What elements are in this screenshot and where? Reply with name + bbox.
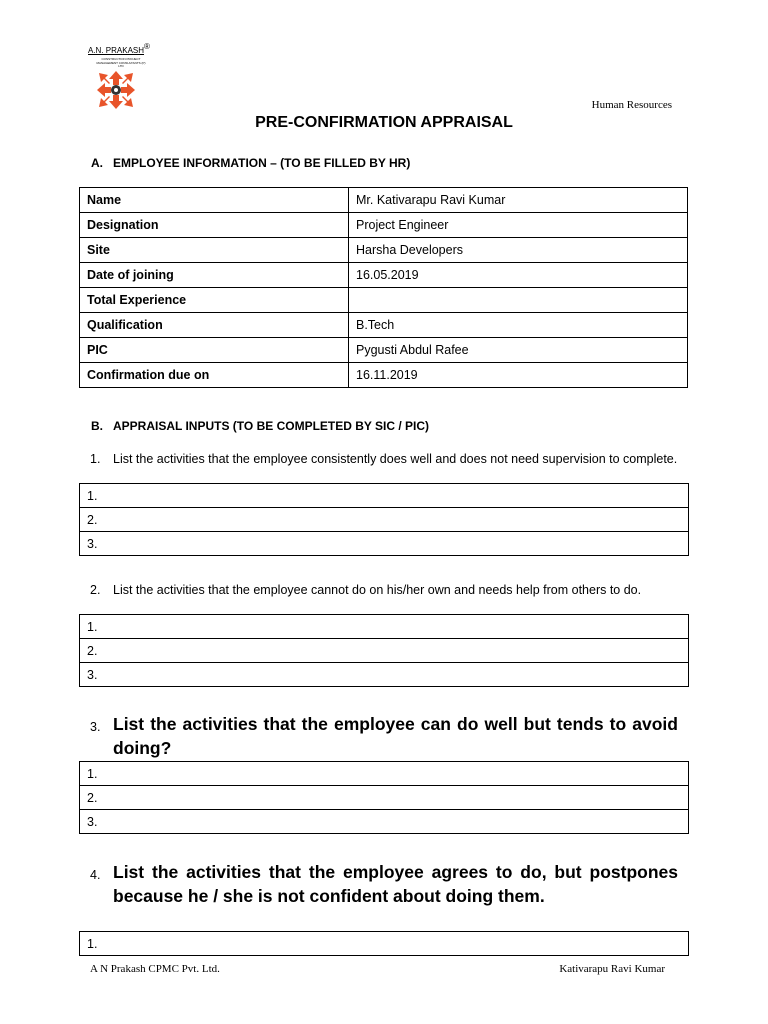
table-row xyxy=(80,338,688,363)
table-row xyxy=(80,932,689,956)
table-row xyxy=(80,786,689,810)
section-a-title: EMPLOYEE INFORMATION – (TO BE FILLED BY HR) xyxy=(113,156,411,170)
footer-company: A N Prakash CPMC Pvt. Ltd. xyxy=(90,963,220,975)
section-b-letter: B. xyxy=(91,419,103,433)
table-row xyxy=(80,213,688,238)
question-number: 4. xyxy=(90,868,101,882)
section-a-letter: A. xyxy=(91,156,103,170)
answer-table-1 xyxy=(79,483,689,556)
field-label: Qualification xyxy=(80,313,349,338)
question-number: 2. xyxy=(90,583,101,597)
answer-table-2 xyxy=(79,614,689,687)
table-row xyxy=(80,263,688,288)
employee-info-table xyxy=(79,187,688,388)
field-value: B.Tech xyxy=(349,313,688,338)
question-3 xyxy=(90,712,678,760)
table-row xyxy=(80,238,688,263)
table-row xyxy=(80,810,689,834)
logo-subtitle: CONSTRUCTION PROJECT MANAGEMENT CONSULTANTS (P) LTD xyxy=(96,57,146,68)
field-value: 16.11.2019 xyxy=(349,363,688,388)
field-value xyxy=(349,288,688,313)
question-4 xyxy=(90,860,678,908)
page-title: PRE-CONFIRMATION APPRAISAL xyxy=(255,114,513,131)
footer-employee: Kativarapu Ravi Kumar xyxy=(559,963,665,975)
answer-cell[interactable]: 1. xyxy=(80,484,689,508)
section-b-title: APPRAISAL INPUTS (TO BE COMPLETED BY SIC / PIC) xyxy=(113,419,430,433)
field-value: Harsha Developers xyxy=(349,238,688,263)
answer-cell[interactable]: 2. xyxy=(80,786,689,810)
answer-cell[interactable]: 2. xyxy=(80,508,689,532)
department-label: Human Resources xyxy=(591,99,672,111)
field-value: Mr. Kativarapu Ravi Kumar xyxy=(349,188,688,213)
answer-cell[interactable]: 3. xyxy=(80,663,689,687)
question-text: List the activities that the employee can do well but tends to avoid doing? xyxy=(113,714,678,758)
table-row xyxy=(80,615,689,639)
field-label: PIC xyxy=(80,338,349,363)
question-number: 1. xyxy=(90,452,101,466)
question-number: 3. xyxy=(90,720,101,734)
answer-cell[interactable]: 3. xyxy=(80,810,689,834)
question-text: List the activities that the employee agrees to do, but postpones because he / she is not confident about doing them. xyxy=(113,862,678,906)
logo-emblem-icon xyxy=(96,70,136,110)
field-value: Pygusti Abdul Rafee xyxy=(349,338,688,363)
table-row xyxy=(80,639,689,663)
answer-cell[interactable]: 1. xyxy=(80,932,689,956)
field-value: Project Engineer xyxy=(349,213,688,238)
question-1 xyxy=(90,451,678,467)
section-a-heading xyxy=(91,156,410,170)
table-row xyxy=(80,508,689,532)
field-value: 16.05.2019 xyxy=(349,263,688,288)
answer-cell[interactable]: 1. xyxy=(80,615,689,639)
answer-cell[interactable]: 1. xyxy=(80,762,689,786)
company-logo xyxy=(88,42,154,114)
field-label: Confirmation due on xyxy=(80,363,349,388)
answer-table-3 xyxy=(79,761,689,834)
table-row xyxy=(80,188,688,213)
section-b-heading xyxy=(91,419,429,433)
logo-name: A.N. PRAKASH xyxy=(88,46,145,55)
logo-registered-mark: ® xyxy=(144,42,150,51)
answer-cell[interactable]: 2. xyxy=(80,639,689,663)
table-row xyxy=(80,663,689,687)
field-label: Total Experience xyxy=(80,288,349,313)
question-2 xyxy=(90,582,678,598)
field-label: Designation xyxy=(80,213,349,238)
field-label: Date of joining xyxy=(80,263,349,288)
table-row xyxy=(80,288,688,313)
table-row xyxy=(80,532,689,556)
table-row xyxy=(80,484,689,508)
table-row xyxy=(80,363,688,388)
answer-cell[interactable]: 3. xyxy=(80,532,689,556)
question-text: List the activities that the employee consistently does well and does not need supervision to complete. xyxy=(113,452,678,466)
field-label: Site xyxy=(80,238,349,263)
field-label: Name xyxy=(80,188,349,213)
table-row xyxy=(80,313,688,338)
question-text: List the activities that the employee cannot do on his/her own and needs help from others to do. xyxy=(113,583,642,597)
answer-table-4 xyxy=(79,931,689,956)
table-row xyxy=(80,762,689,786)
